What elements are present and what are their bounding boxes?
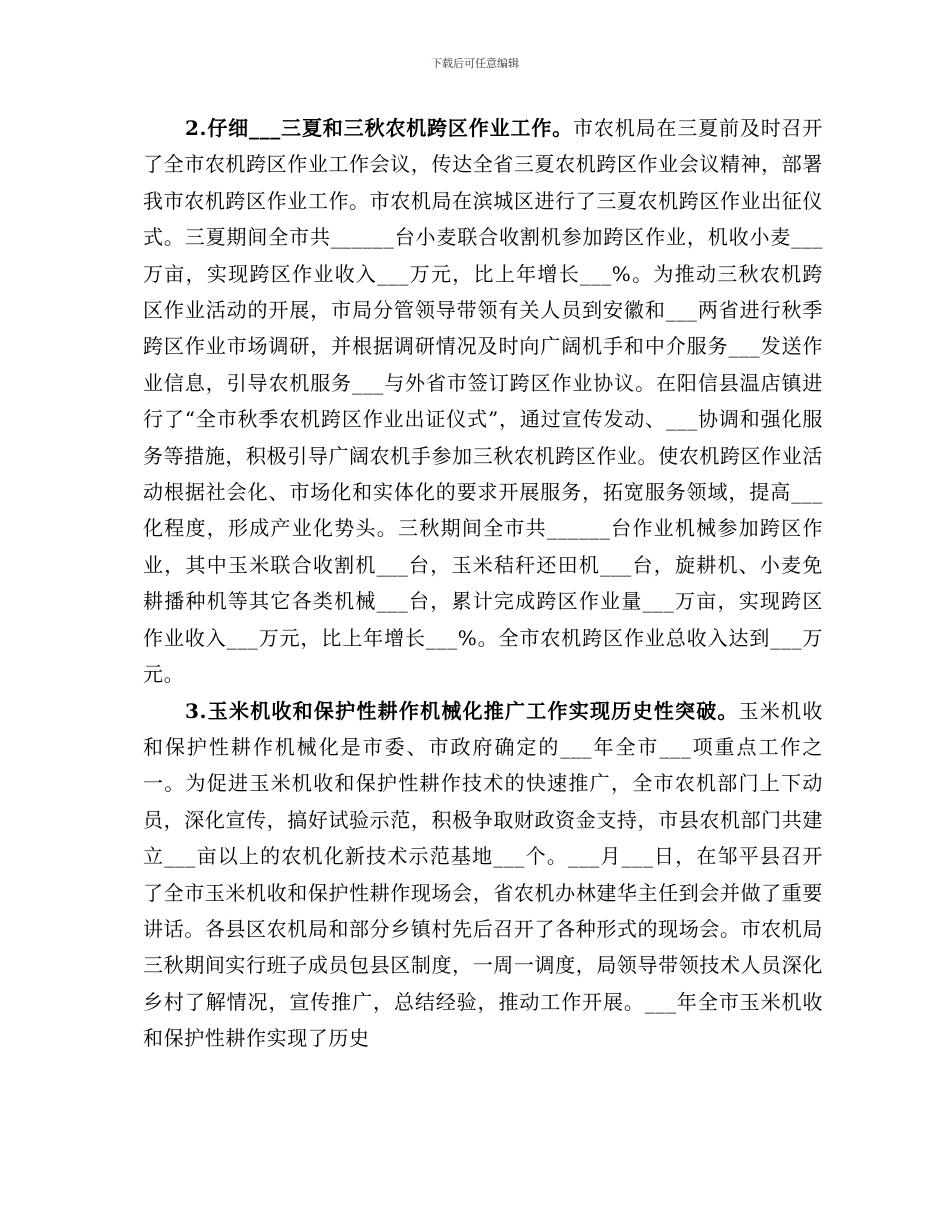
document-body — [143, 110, 823, 1057]
page-header-note: 下载后可任意编辑 — [431, 57, 519, 70]
paragraph-text: 玉米机收和保护性耕作机械化是市委、市政府确定的___年全市___项重点工作之一。为促进玉米机收和保护性耕作技术的快速推广，全市农机部门上下动员，深化宣传，搞好试验示范，积极争取财政资金支持，市县农机部门共建立___亩以上的农机化新技术示范基地___个。___月___日，在邹平县召开了全市玉米机收和保护性耕作现场会，省农机办林建华主任到会并做了重要讲话。各县区农机局和部分乡镇村先后召开了各种形式的现场会。市农机局三秋期间实行班子成员包县区制度，一周一调度，局领导带领技术人员深化乡村了解情况，宣传推广，总结经验，推动工作开展。___年全市玉米机收和保护性耕作实现了历史 — [143, 698, 823, 1051]
paragraph-text: 市农机局在三夏前及时召开了全市农机跨区作业工作会议，传达全省三夏农机跨区作业会议精神，部署我市农机跨区作业工作。市农机局在滨城区进行了三夏农机跨区作业出征仪式。三夏期间全市共______台小麦联合收割机参加跨区作业，机收小麦___万亩，实现跨区作业收入___万元，比上年增长___%。为推动三秋农机跨区作业活动的开展，市局分管领导带领有关人员到安徽和___两省进行秋季跨区作业市场调研，并根据调研情况及时向广阔机手和中介服务___发送作业信息，引导农机服务___与外省市签订跨区作业协议。在阳信县温店镇进行了“全市秋季农机跨区作业出证仪式”，通过宣传发动、___协调和强化服务等措施，积极引导广阔农机手参加三秋农机跨区作业。使农机跨区作业活动根据社会化、市场化和实体化的要求开展服务，拓宽服务领域，提高___化程度，形成产业化势头。三秋期间全市共______台作业机械参加跨区作业，其中玉米联合收割机___台，玉米秸秆还田机___台，旋耕机、小麦免耕播种机等其它各类机械___台，累计完成跨区作业量___万亩，实现跨区作业收入___万元，比上年增长___%。全市农机跨区作业总收入达到___万元。 — [143, 116, 824, 687]
paragraph-heading: 2.仔细___三夏和三秋农机跨区作业工作。 — [185, 116, 574, 140]
paragraph-heading: 3.玉米机收和保护性耕作机械化推广工作实现历史性突破。 — [185, 698, 739, 723]
paragraph-cross-region-operation — [143, 110, 823, 693]
paragraph-corn-harvest-conservation-tillage — [143, 693, 823, 1057]
